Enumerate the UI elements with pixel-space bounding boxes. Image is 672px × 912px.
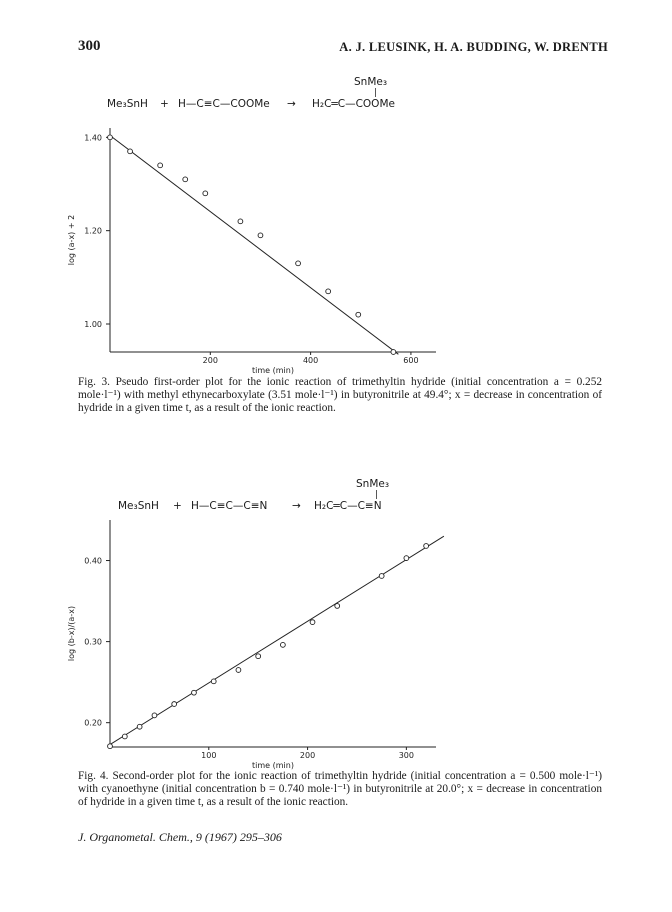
page-number: 300 xyxy=(78,38,101,54)
fig4-reactant-hydride: Me₃SnH xyxy=(118,500,159,512)
fig4-y-tick-label: 0.30 xyxy=(84,637,102,647)
fig4-data-point xyxy=(280,642,285,647)
fig3-fit-line xyxy=(110,135,398,354)
fig3-product: H₂C═C—COOMe xyxy=(312,98,395,110)
fig3-y-tick-label: 1.20 xyxy=(84,226,102,236)
fig4-data-point xyxy=(122,734,127,739)
fig4-data-point xyxy=(310,620,315,625)
fig4-reaction-arrow: → xyxy=(292,500,301,512)
fig3-data-point xyxy=(128,149,133,154)
fig4-data-point xyxy=(379,574,384,579)
fig3-data-point xyxy=(158,163,163,168)
fig3-product-substituent: SnMe₃ xyxy=(354,76,388,88)
fig4-data-point xyxy=(256,654,261,659)
fig3-reactant-ester: H—C≡C—COOMe xyxy=(178,98,270,110)
fig3-reaction-arrow: → xyxy=(287,98,296,110)
fig4-x-tick-label: 100 xyxy=(201,751,217,760)
journal-citation: J. Organometal. Chem., 9 (1967) 295–306 xyxy=(78,830,282,844)
fig4-data-point xyxy=(404,556,409,561)
fig4-data-point xyxy=(137,724,142,729)
fig3-y-tick-label: 1.00 xyxy=(84,320,102,329)
fig4-data-point xyxy=(192,690,197,695)
fig4-product: H₂C═C—C≡N xyxy=(314,500,382,512)
fig4-data-point xyxy=(108,744,113,749)
fig3-bond-mark: | xyxy=(374,88,378,98)
running-header-authors: A. J. LEUSINK, H. A. BUDDING, W. DRENTH xyxy=(339,40,608,54)
fig4-x-tick-label: 300 xyxy=(398,751,415,760)
fig3-data-point xyxy=(203,191,208,196)
fig4-data-point xyxy=(211,679,216,684)
fig4-bond-mark: | xyxy=(375,490,379,500)
fig3-data-point xyxy=(258,233,263,238)
fig4-data-point xyxy=(335,604,340,609)
fig4-x-tick-label: 200 xyxy=(299,751,316,760)
fig3-data-point xyxy=(238,219,243,224)
fig3-y-axis-label: log (a-x) + 2 xyxy=(67,214,76,266)
fig4-plus-sign: + xyxy=(173,500,182,512)
fig4-product-substituent: SnMe₃ xyxy=(356,478,390,490)
fig3-x-tick-label: 400 xyxy=(302,356,319,365)
fig4-reactant-nitrile: H—C≡C—C≡N xyxy=(191,500,268,512)
fig3-x-axis-label: time (min) xyxy=(252,366,294,375)
fig3-data-point xyxy=(108,135,113,140)
fig3-caption: Fig. 3. Pseudo first-order plot for the ionic reaction of trimethyltin hydride (initial concentration a = 0.252 mole·l⁻¹) with methyl ethynecarboxylate (3.51 mole·l⁻¹) in butyronitrile at 49.4°; x = decrease in concentration of hydride in a given time t, as a result of the ionic reaction. xyxy=(78,376,602,414)
fig4-caption: Fig. 4. Second-order plot for the ionic reaction of trimethyltin hydride (initial concentration a = 0.500 mole·l⁻¹) with cyanoethyne (initial concentration b = 0.740 mole·l⁻¹) in butyronitrile at 20.0°; x = decrease in concentration of hydride in a given time t, as a result of the ionic reaction. xyxy=(78,770,602,808)
fig3-y-tick-label: 1.40 xyxy=(84,133,102,143)
fig4-x-axis-label: time (min) xyxy=(252,761,294,770)
fig3-data-point xyxy=(391,350,396,355)
fig4-data-point xyxy=(152,713,157,718)
fig3-data-point xyxy=(356,312,361,317)
fig3-x-tick-label: 200 xyxy=(202,356,218,365)
fig4-y-tick-label: 0.40 xyxy=(84,556,102,566)
fig3-plus-sign: + xyxy=(160,98,169,110)
fig4-data-point xyxy=(172,702,177,707)
fig4-y-axis-label: log (b-x)/(a-x) xyxy=(67,605,76,662)
fig4-fit-line xyxy=(110,536,444,744)
fig3-data-point xyxy=(296,261,301,266)
fig3-x-tick-label: 600 xyxy=(403,356,419,365)
fig3-reactant-hydride: Me₃SnH xyxy=(107,98,148,110)
fig4-y-tick-label: 0.20 xyxy=(84,718,102,728)
fig3-data-point xyxy=(183,177,188,182)
fig3-data-point xyxy=(326,289,331,294)
fig4-data-point xyxy=(236,668,241,673)
fig4-data-point xyxy=(424,544,429,549)
